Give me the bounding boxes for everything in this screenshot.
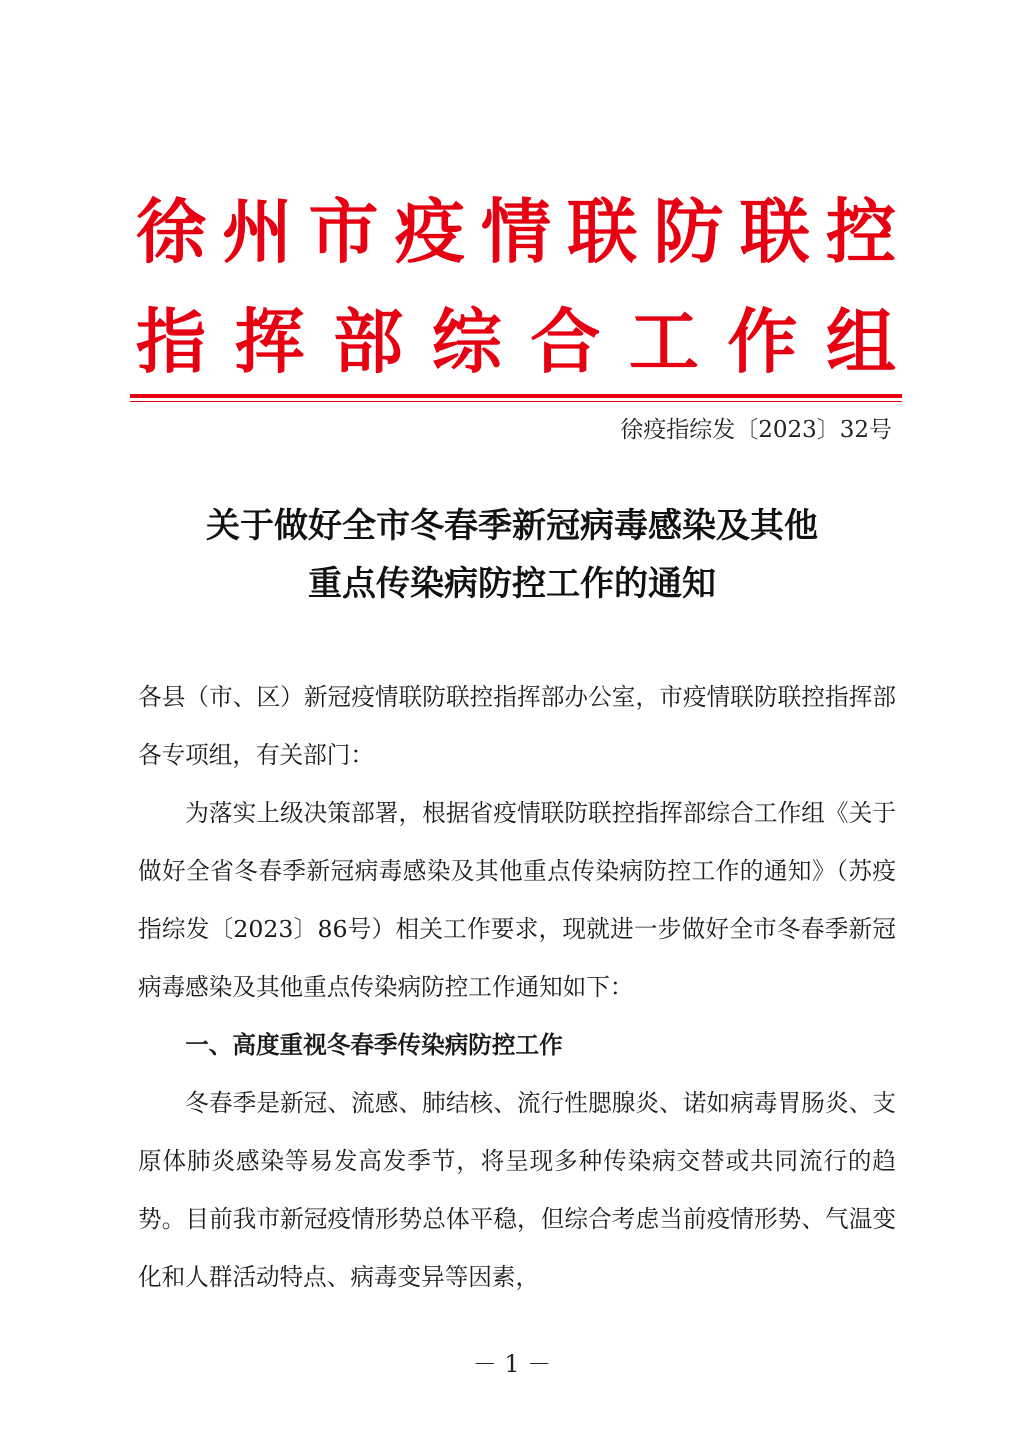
masthead-char: 控: [826, 191, 896, 273]
addressee: 各县（市、区）新冠疫情联防联控指挥部办公室，市疫情联防联控指挥部各专项组，有关部门：: [138, 683, 896, 769]
masthead-char: 州: [222, 191, 293, 273]
masthead-char: 挥: [234, 301, 305, 383]
masthead-char: 作: [727, 301, 798, 383]
masthead-char: 防: [653, 191, 724, 273]
masthead-line-1: [136, 192, 896, 272]
masthead-char: 市: [308, 191, 379, 273]
masthead-char: 联: [567, 191, 638, 273]
masthead-char: 合: [530, 301, 601, 383]
document-title-line-1: 关于做好全市冬春季新冠病毒感染及其他: [206, 506, 818, 546]
page-number: － 1 －: [472, 1350, 552, 1378]
masthead-char: 疫: [394, 191, 465, 273]
intro-paragraph: 为落实上级决策部署，根据省疫情联防联控指挥部综合工作组《关于做好全省冬春季新冠病毒感染及其他重点传染病防控工作的通知》（苏疫指综发〔2023〕86号）相关工作要求，现就进一步做好全市冬春季新冠病毒感染及其他重点传染病防控工作通知如下：: [138, 799, 896, 1001]
masthead-char: 徐: [136, 191, 206, 273]
masthead-char: 联: [739, 191, 810, 273]
section-1-paragraph: 冬春季是新冠、流感、肺结核、流行性腮腺炎、诺如病毒胃肠炎、支原体肺炎感染等易发高发季节，将呈现多种传染病交替或共同流行的趋势。目前我市新冠疫情形势总体平稳，但综合考虑当前疫情形势、气温变化和人群活动特点、病毒变异等因素，: [138, 1089, 896, 1291]
document-number: 徐疫指综发〔2023〕32号: [620, 417, 892, 443]
document-body: [138, 668, 896, 1306]
section-1-heading: 一、高度重视冬春季传染病防控工作: [185, 1031, 563, 1059]
document-title-line-2: 重点传染病防控工作的通知: [308, 564, 716, 604]
masthead-char: 综: [431, 301, 502, 383]
masthead-char: 工: [628, 301, 699, 383]
masthead-char: 情: [481, 191, 551, 273]
masthead-divider-thick: [130, 394, 902, 398]
masthead-char: 组: [825, 301, 896, 383]
masthead-char: 部: [333, 301, 404, 383]
masthead-line-2: [136, 302, 896, 382]
masthead-divider-thin: [130, 401, 902, 402]
masthead-char: 指: [136, 301, 206, 383]
